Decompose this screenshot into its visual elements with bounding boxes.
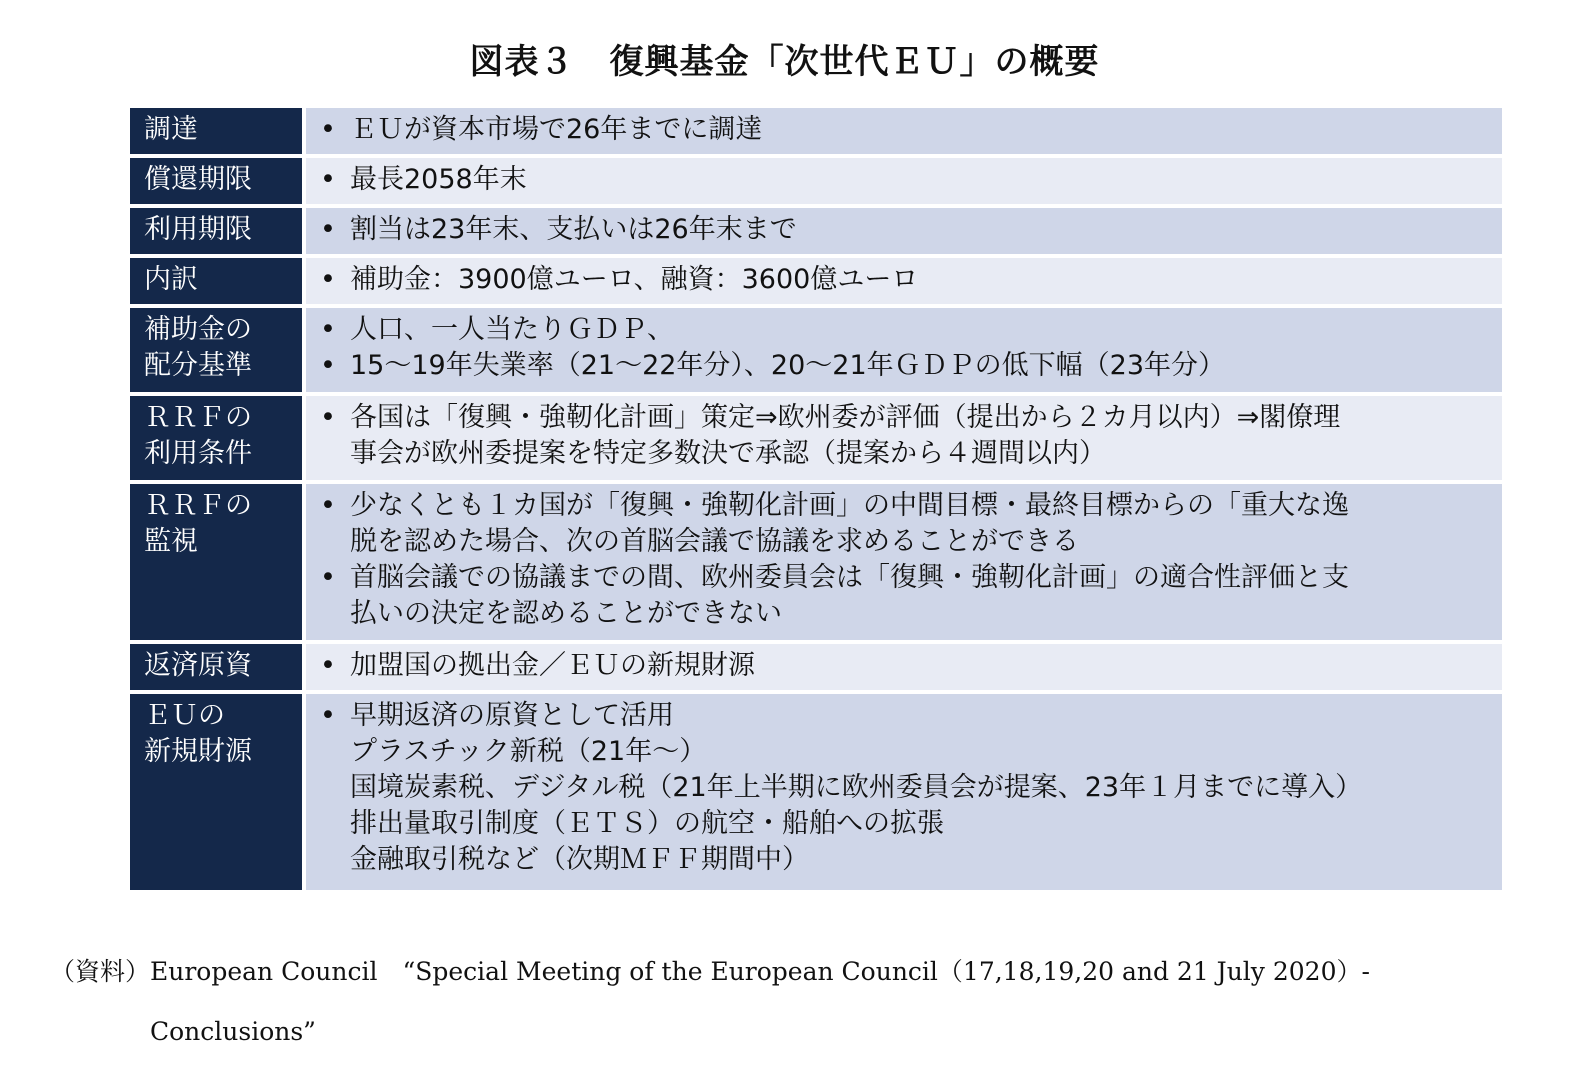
bullet-text-line: 脱を認めた場合、次の首脳会議で協議を求めることができる — [350, 526, 1079, 557]
bullet-text-line: ＥＵが資本市場で26年までに調達 — [350, 114, 763, 145]
bullet-text-line: 事会が欧州委提案を特定多数決で承認（提案から４週間以内） — [350, 438, 1106, 469]
bullet-text — [350, 162, 1472, 198]
bullet-icon: • — [320, 650, 336, 681]
figure-title: 図表３ 復興基金「次世代ＥＵ」の概要 — [469, 42, 1100, 82]
row-label-line: ＥＵの — [144, 700, 225, 731]
bullet-text-line: 最長2058年末 — [350, 164, 527, 195]
bullet-item — [320, 648, 1472, 684]
row-label-line: 利用条件 — [144, 438, 252, 469]
table-row — [130, 208, 1502, 258]
row-label-line: 利用期限 — [144, 214, 252, 245]
bullet-icon: • — [320, 314, 336, 345]
bullet-icon: • — [320, 350, 336, 381]
row-label-line: 調達 — [144, 114, 198, 145]
row-label — [130, 694, 306, 890]
bullet-text-line: 払いの決定を認めることができない — [350, 598, 782, 629]
bullet-icon: • — [320, 114, 336, 145]
row-content — [306, 258, 1502, 304]
table-row — [130, 644, 1502, 694]
row-label — [130, 158, 306, 204]
bullet-text-line: 国境炭素税、デジタル税（21年上半期に欧州委員会が提案、23年１月までに導入） — [350, 772, 1363, 803]
row-label-line: 内訳 — [144, 264, 198, 295]
table-row — [130, 484, 1502, 644]
row-content — [306, 308, 1502, 392]
bullet-text — [350, 262, 1472, 298]
row-label-line: 配分基準 — [144, 350, 252, 381]
bullet-item — [320, 560, 1472, 632]
bullet-text-line: 補助金：3900億ユーロ、融資：3600億ユーロ — [350, 264, 919, 295]
row-content — [306, 694, 1502, 890]
row-label-line: ＲＲＦの — [144, 402, 252, 433]
row-label — [130, 258, 306, 304]
row-label — [130, 208, 306, 254]
row-content — [306, 158, 1502, 204]
table-row — [130, 694, 1502, 890]
bullet-text-line: 金融取引税など（次期ＭＦＦ期間中） — [350, 844, 809, 875]
bullet-item — [320, 112, 1472, 148]
bullet-text-line: 排出量取引制度（ＥＴＳ）の航空・船舶への拡張 — [350, 808, 944, 839]
row-content — [306, 108, 1502, 154]
bullet-item — [320, 262, 1472, 298]
bullet-text-line: 各国は「復興・強靭化計画」策定⇒欧州委が評価（提出から２カ月以内）⇒閣僚理 — [350, 402, 1341, 433]
bullet-text — [350, 112, 1472, 148]
bullet-icon: • — [320, 402, 336, 433]
bullet-text-line: 首脳会議での協議までの間、欧州委員会は「復興・強靭化計画」の適合性評価と支 — [350, 562, 1349, 593]
row-label — [130, 484, 306, 640]
table-row — [130, 396, 1502, 484]
bullet-icon: • — [320, 700, 336, 731]
bullet-text — [350, 488, 1472, 560]
bullet-text-line: 人口、一人当たりＧＤＰ、 — [350, 314, 674, 345]
table-row — [130, 158, 1502, 208]
row-content — [306, 644, 1502, 690]
bullet-text-line: 早期返済の原資として活用 — [350, 700, 674, 731]
bullet-item — [320, 488, 1472, 560]
row-label-line: 監視 — [144, 526, 198, 557]
bullet-text-line: 割当は23年末、支払いは26年末まで — [350, 214, 797, 245]
table-row — [130, 108, 1502, 158]
bullet-icon: • — [320, 164, 336, 195]
row-label-line: 補助金の — [144, 314, 252, 345]
bullet-item — [320, 348, 1472, 384]
bullet-item — [320, 162, 1472, 198]
row-content — [306, 484, 1502, 640]
row-label — [130, 644, 306, 690]
row-content — [306, 208, 1502, 254]
row-label — [130, 308, 306, 392]
bullet-icon: • — [320, 490, 336, 521]
summary-table — [130, 108, 1502, 890]
bullet-text — [350, 560, 1472, 632]
row-label-line: 償還期限 — [144, 164, 252, 195]
table-row — [130, 258, 1502, 308]
row-content — [306, 396, 1502, 480]
source-line-1: （資料）European Council “Special Meeting of the European Council（17,18,19,20 and 21 July 2020）- — [50, 957, 1370, 986]
row-label-line: 返済原資 — [144, 650, 252, 681]
row-label-line: ＲＲＦの — [144, 490, 252, 521]
bullet-item — [320, 400, 1472, 472]
bullet-text — [350, 212, 1472, 248]
bullet-text — [350, 648, 1472, 684]
bullet-item — [320, 698, 1472, 878]
bullet-text — [350, 400, 1472, 472]
bullet-text — [350, 348, 1472, 384]
bullet-text — [350, 312, 1472, 348]
bullet-icon: • — [320, 264, 336, 295]
bullet-item — [320, 312, 1472, 348]
bullet-text-line: 加盟国の拠出金／ＥＵの新規財源 — [350, 650, 755, 681]
bullet-text-line: 少なくとも１カ国が「復興・強靭化計画」の中間目標・最終目標からの「重大な逸 — [350, 490, 1349, 521]
bullet-text — [350, 698, 1472, 878]
bullet-text-line: プラスチック新税（21年～） — [350, 736, 707, 767]
bullet-text-line: 15～19年失業率（21～22年分）、20～21年ＧＤＰの低下幅（23年分） — [350, 350, 1225, 381]
bullet-item — [320, 212, 1472, 248]
bullet-icon: • — [320, 562, 336, 593]
row-label — [130, 108, 306, 154]
row-label — [130, 396, 306, 480]
row-label-line: 新規財源 — [144, 736, 252, 767]
table-row — [130, 308, 1502, 396]
source-line-2: Conclusions” — [150, 1017, 316, 1046]
bullet-icon: • — [320, 214, 336, 245]
source-note — [50, 942, 1540, 1062]
